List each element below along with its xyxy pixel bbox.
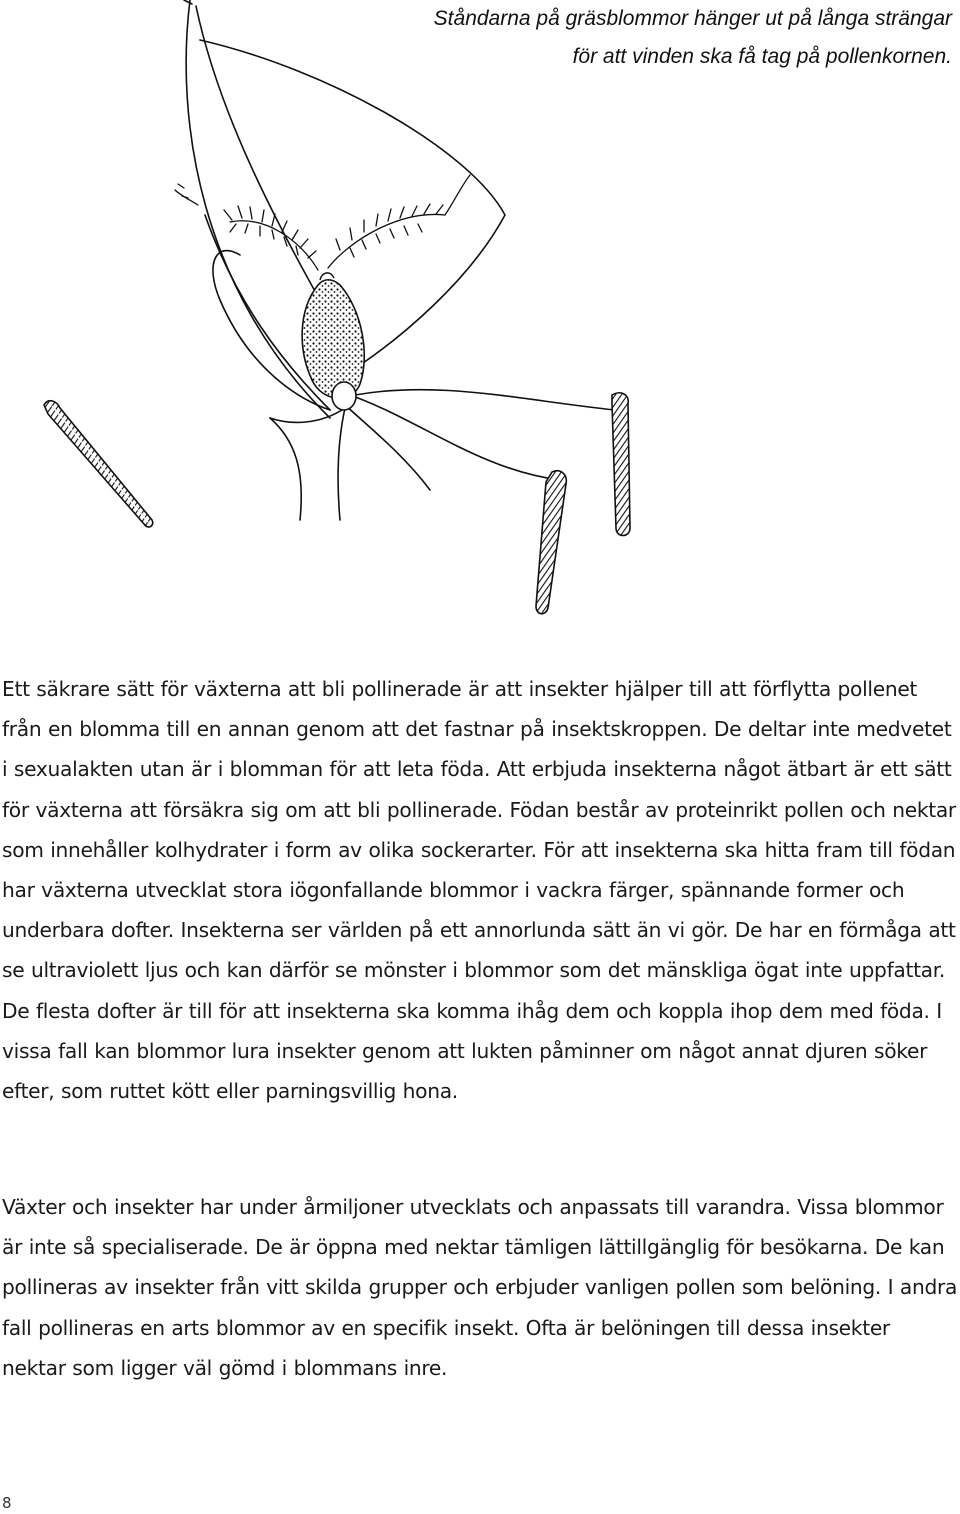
grass-flower-illustration <box>0 0 960 640</box>
feathery-stigmas <box>175 175 470 270</box>
page-number: 8 <box>2 1494 12 1512</box>
body-paragraph-2: Växter och insekter har under årmiljoner utvecklats och anpassats till varandra. Vissa blommor är inte så specialiserade. De är öppna med nektar tämligen lättillgänglig för besökarna. De kan pollineras av insekter från vitt skilda grupper och erbjuder vanligen pollen som belöning. I andra fall pollineras en arts blommor av en specifik insekt. Ofta är belöningen till dessa insekter nektar som ligger väl gömd i blommans inre. <box>2 1195 958 1380</box>
anther-right <box>612 393 630 536</box>
anther-middle <box>536 471 566 614</box>
body-paragraph-1: Ett säkrare sätt för växterna att bli pollinerade är att insekter hjälper till att förflytta pollenet från en blomma till en annan genom att det fastnar på insektskroppen. De deltar inte medvetet i sexualakten utan är i blomman för att leta föda. Att erbjuda insekterna något ätbart är ett sätt för växterna att försäkra sig om att bli pollinerade. Födan består av proteinrikt pollen och nektar som innehåller kolhydrater i form av olika sockerarter. För att insekterna ska hitta fram till födan har växterna utvecklat stora iögonfallande blommor i vackra färger, spännande former och underbara dofter. Insekterna ser världen på ett annorlunda sätt än vi gör. De har en förmåga att se ultraviolett ljus och kan därför se mönster i blommor som det mänskliga ögat inte uppfattar. De flesta dofter är till för att insekterna ska komma ihåg dem och koppla ihop dem med föda. I vissa fall kan blommor lura insekter genom att lukten påminner om något annat djuren söker efter, som ruttet kött eller parningsvillig hona. <box>2 677 956 1104</box>
ovary <box>302 273 364 410</box>
glume-outlines <box>184 0 615 520</box>
caption-line-1: Ståndarna på gräsblommor hänger ut på långa strängar <box>433 7 952 30</box>
anther-left <box>44 401 153 527</box>
caption-line-2: för att vinden ska få tag på pollenkornen. <box>572 45 952 68</box>
